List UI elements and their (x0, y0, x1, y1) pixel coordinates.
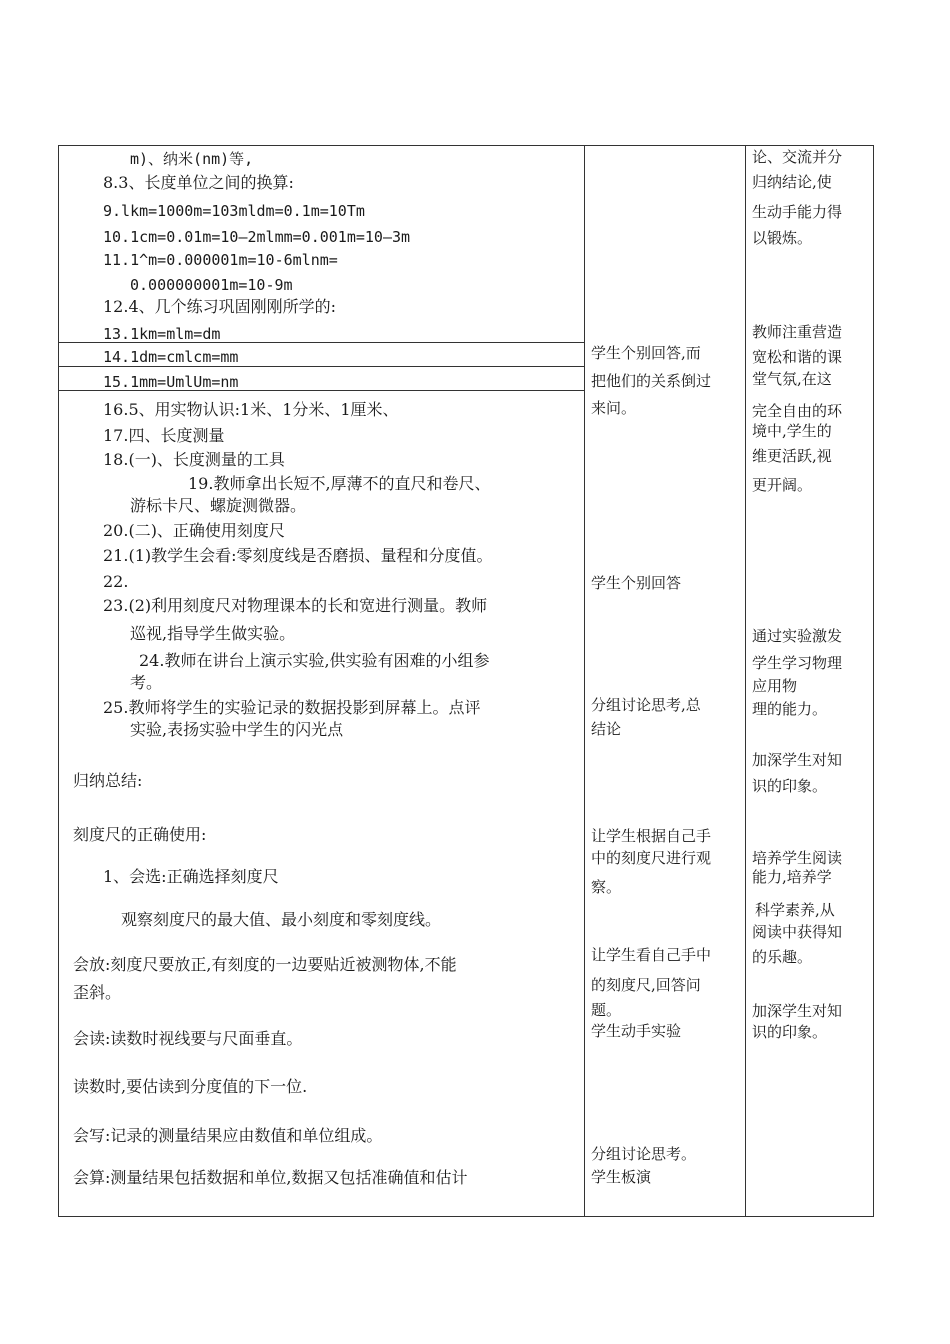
middle-line: 让学生看自己手中 (591, 946, 712, 964)
right-line: 论、交流并分 (752, 148, 843, 166)
middle-line: 的刻度尺,回答问 (591, 976, 701, 994)
right-line: 识的印象。 (752, 777, 828, 795)
left-line: 会放:刻度尺要放正,有刻度的一边要贴近被测物体,不能 (73, 955, 457, 974)
left-line: 21.(1)教学生会看:零刻度线是否磨损、量程和分度值。 (103, 546, 493, 565)
middle-line: 来问。 (591, 399, 637, 417)
left-line: 25.教师将学生的实验记录的数据投影到屏幕上。点评 (103, 698, 481, 717)
left-line: 刻度尺的正确使用: (73, 825, 207, 844)
middle-line: 察。 (591, 878, 622, 896)
middle-line: 学生个别回答 (591, 574, 682, 592)
left-line: 12.4、几个练习巩固刚刚所学的: (103, 297, 337, 316)
left-line: 1、会选:正确选择刻度尺 (103, 867, 279, 886)
right-line: 生动手能力得 (752, 203, 843, 221)
left-line: 实验,表扬实验中学生的闪光点 (130, 720, 344, 739)
left-line: 23.(2)利用刻度尺对物理课本的长和宽进行测量。教师 (103, 596, 488, 615)
left-line: 会写:记录的测量结果应由数值和单位组成。 (73, 1126, 383, 1145)
left-line: 会读:读数时视线要与尺面垂直。 (73, 1029, 303, 1048)
right-line: 归纳结论,使 (752, 173, 832, 191)
left-line: 9.lkm=1000m=103mldm=0.1m=10Tm (103, 202, 365, 220)
left-line: 24.教师在讲台上演示实验,供实验有困难的小组参 (139, 651, 490, 670)
right-line: 加深学生对知 (752, 1002, 843, 1020)
right-line: 以锻炼。 (752, 229, 813, 247)
left-line: 20.(二)、正确使用刻度尺 (103, 521, 285, 540)
middle-line: 分组讨论思考,总 (591, 696, 701, 714)
middle-line: 学生板演 (591, 1168, 652, 1186)
right-line: 更开阔。 (752, 476, 813, 494)
left-line: 游标卡尺、螺旋测微器。 (130, 496, 307, 515)
right-line: 堂气氛,在这 (752, 370, 832, 388)
left-line: 14.1dm=cmlcm=mm (103, 348, 239, 366)
right-line: 加深学生对知 (752, 751, 843, 769)
left-line: 10.1cm=0.01m=10—2mlmm=0.001m=10—3m (103, 228, 411, 246)
right-line: 阅读中获得知 (752, 923, 843, 941)
left-line: 22. (103, 572, 129, 591)
middle-line: 让学生根据自己手 (591, 827, 712, 845)
left-line: 19.教师拿出长短不,厚薄不的直尺和卷尺、 (188, 474, 491, 493)
right-line: 宽松和谐的课 (752, 348, 843, 366)
right-line: 科学素养,从 (755, 901, 835, 919)
left-line: 巡视,指导学生做实验。 (130, 624, 296, 643)
right-line: 学生学习物理 (752, 654, 843, 672)
left-line: 8.3、长度单位之间的换算: (103, 173, 294, 192)
right-line: 完全自由的环 (752, 402, 843, 420)
left-line: 15.1mm=UmlUm=nm (103, 373, 239, 391)
left-line: 11.1^m=0.000001m=10-6mlnm= (103, 251, 338, 269)
column-divider-2 (745, 145, 746, 1217)
right-line: 能力,培养学 (752, 868, 832, 886)
right-line: 教师注重营造 (752, 323, 843, 341)
right-line: 应用物 (752, 677, 798, 695)
left-line: 0.000000001m=10-9m (130, 276, 293, 294)
middle-line: 学生动手实验 (591, 1022, 682, 1040)
left-line: 歪斜。 (73, 983, 122, 1002)
right-line: 识的印象。 (752, 1023, 828, 1041)
middle-line: 结论 (591, 720, 622, 738)
right-line: 培养学生阅读 (752, 849, 843, 867)
left-line: 观察刻度尺的最大值、最小刻度和零刻度线。 (121, 910, 442, 929)
left-line: 18.(一)、长度测量的工具 (103, 450, 285, 469)
middle-line: 题。 (591, 1001, 622, 1019)
right-line: 通过实验激发 (752, 627, 843, 645)
right-line: 的乐趣。 (752, 948, 813, 966)
middle-line: 把他们的关系倒过 (591, 372, 712, 390)
right-line: 境中,学生的 (752, 422, 832, 440)
left-line: 13.1km=mlm=dm (103, 325, 221, 343)
left-line: 读数时,要估读到分度值的下一位. (73, 1077, 308, 1096)
column-divider-1 (584, 145, 585, 1217)
left-line: m)、纳米(nm)等, (130, 150, 254, 168)
right-line: 维更活跃,视 (752, 447, 832, 465)
left-line: 17.四、长度测量 (103, 426, 225, 445)
right-line: 理的能力。 (752, 700, 828, 718)
middle-line: 学生个别回答,而 (591, 344, 701, 362)
left-line: 16.5、用实物认识:1米、1分米、1厘米、 (103, 400, 399, 419)
left-line: 会算:测量结果包括数据和单位,数据又包括准确值和估计 (73, 1168, 468, 1187)
left-line: 归纳总结: (73, 771, 143, 790)
middle-line: 分组讨论思考。 (591, 1145, 697, 1163)
left-line: 考。 (130, 673, 163, 692)
middle-line: 中的刻度尺进行观 (591, 849, 712, 867)
